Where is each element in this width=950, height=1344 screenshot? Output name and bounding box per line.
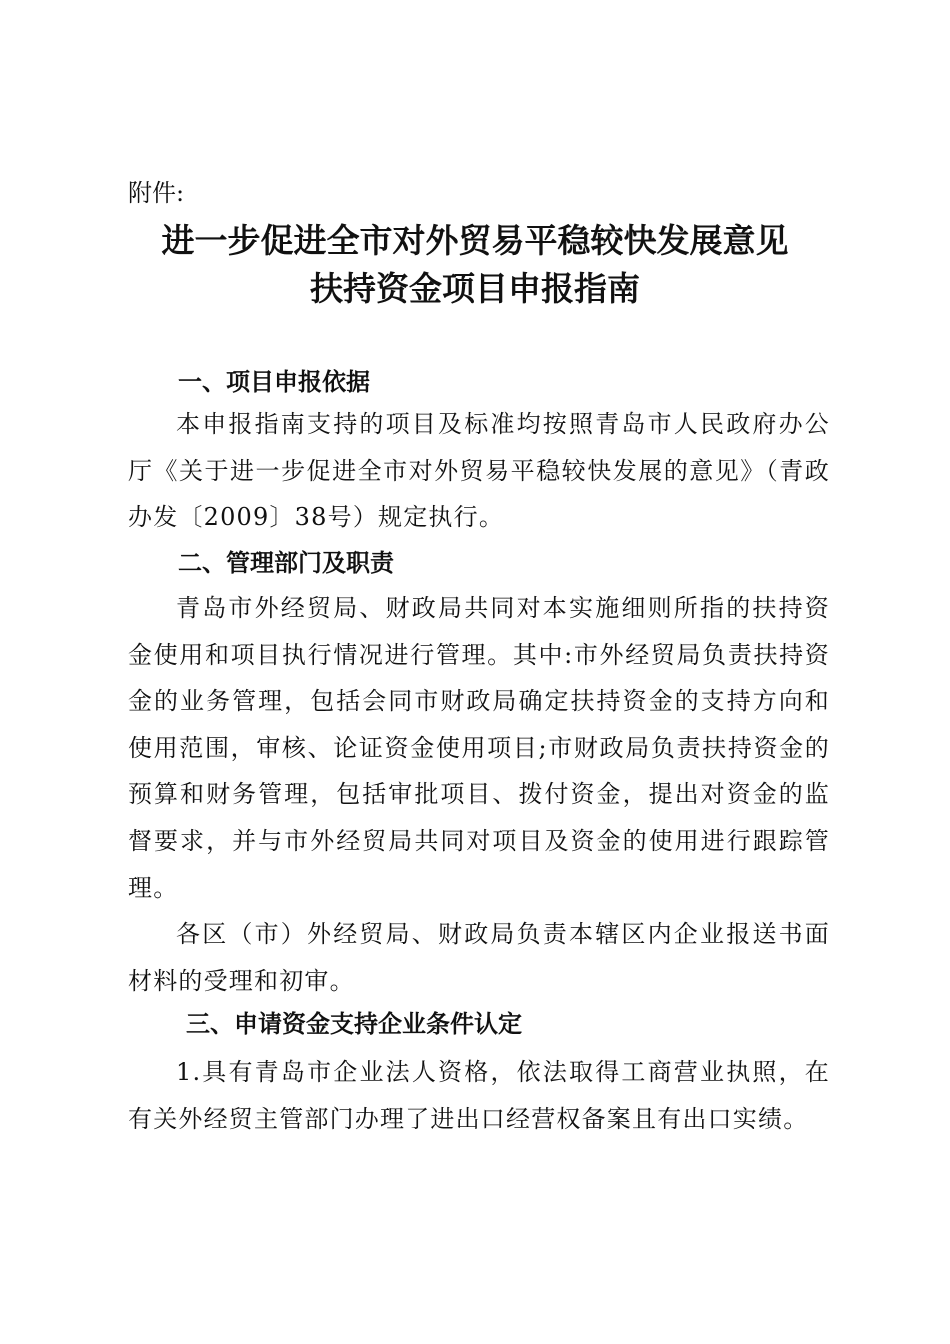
section-1-paragraph-1: 本申报指南支持的项目及标准均按照青岛市人民政府办公厅《关于进一步促进全市对外贸易平稳较快发展的意见》（青政办发〔2009〕38号）规定执行。 [128, 410, 830, 532]
section-3-heading: 三、申请资金支持企业条件认定 [186, 1010, 522, 1038]
section-1-heading: 一、项目申报依据 [178, 368, 370, 396]
document-title-line2: 扶持资金项目申报指南 [310, 269, 640, 308]
section-2-paragraph-1: 青岛市外经贸局、财政局共同对本实施细则所指的扶持资金使用和项目执行情况进行管理。其中:市外经贸局负责扶持资金的业务管理，包括会同市财政局确定扶持资金的支持方向和使用范围，审核、论证资金使用项目;市财政局负责扶持资金的预算和财务管理，包括审批项目、拨付资金，提出对资金的监督要求，并与市外经贸局共同对项目及资金的使用进行跟踪管理。 [128, 594, 830, 902]
section-2-heading: 二、管理部门及职责 [178, 549, 394, 577]
section-2-paragraph-2: 各区（市）外经贸局、财政局负责本辖区内企业报送书面材料的受理和初审。 [128, 920, 830, 995]
section-3-paragraph-1: 1.具有青岛市企业法人资格，依法取得工商营业执照，在有关外经贸主管部门办理了进出口经营权备案且有出口实绩。 [128, 1058, 830, 1133]
document-title-line1: 进一步促进全市对外贸易平稳较快发展意见 [161, 221, 789, 260]
attachment-label: 附件: [128, 179, 185, 207]
